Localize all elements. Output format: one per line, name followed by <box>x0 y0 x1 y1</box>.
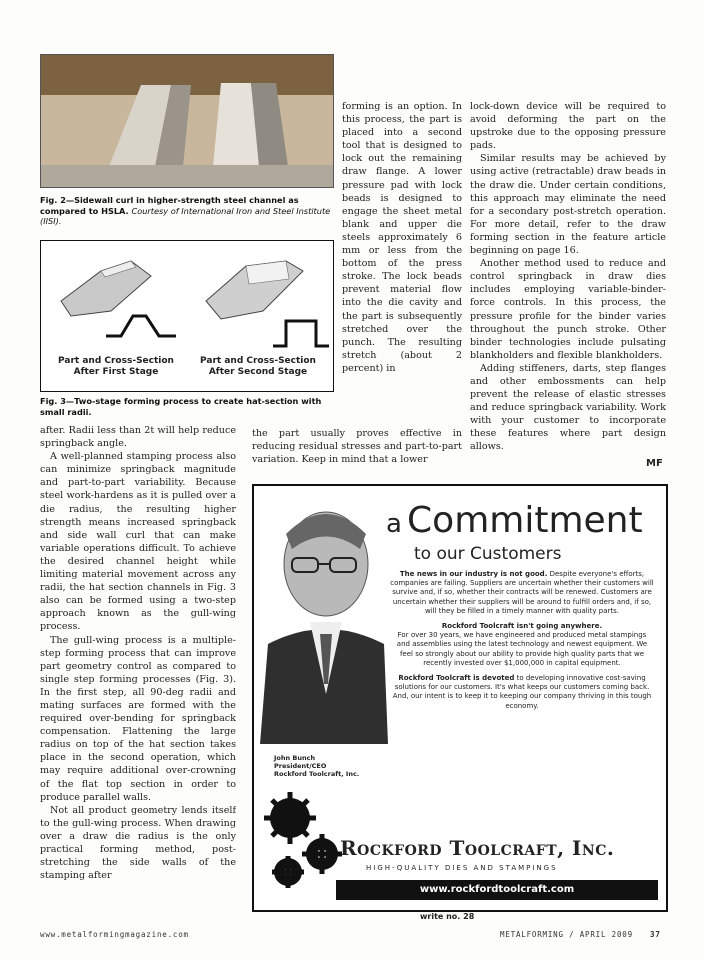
ad-title-big: Commitment <box>407 500 643 541</box>
company-name: Rockford Toolcraft, Inc. <box>340 836 615 860</box>
website-link[interactable]: www.rockfordtoolcraft.com <box>419 884 575 895</box>
signature-company: Rockford Toolcraft, Inc. <box>274 770 360 778</box>
ad-paragraph-2 <box>390 622 654 668</box>
article-paragraph: after. Radii less than 2t will help reduce springback angle. <box>40 425 236 450</box>
article-right-column <box>470 100 666 475</box>
article-paragraph: lock-down device will be required to avoid deforming the part on the upstroke due to the opposing pressure pads. <box>470 101 666 152</box>
article-paragraph: Adding stiffeners, darts, step flanges and other embossments can help prevent the release of elastic stresses and reduce springback variability. Work with your customer to incorporate these features where part design allows. <box>470 362 666 453</box>
signature-block <box>274 754 359 778</box>
fig2-photo <box>40 54 334 188</box>
fig3-illustration <box>41 241 333 351</box>
rockford-ad <box>252 484 668 912</box>
website-bar[interactable] <box>336 880 658 900</box>
footer-page-number: 37 <box>650 930 661 939</box>
article-mid-bottom <box>252 427 462 469</box>
ad-para2-lead: Rockford Toolcraft isn't going anywhere. <box>441 622 603 631</box>
article-mid-column <box>342 100 462 420</box>
ceo-portrait <box>260 494 388 744</box>
signature-name: John Bunch <box>274 754 316 762</box>
fig3-label-left: Part and Cross-Section After First Stage <box>58 356 174 377</box>
signature-title: President/CEO <box>274 762 327 770</box>
ad-title-small: a <box>386 509 402 539</box>
company-tagline: HIGH-QUALITY DIES AND STAMPINGS <box>366 864 558 872</box>
ad-para3-text: to developing innovative cost-saving solutions for our customers. It's what keeps our customers coming back. And, our intent is to keep it to keeping our company thriving in this tough economy. <box>392 674 652 710</box>
ad-para1-lead: The news in our industry is not good. <box>399 570 548 578</box>
ad-para1-text: Despite everyone's efforts, companies are failing. Suppliers are uncertain whether their customers will survive and, if so, whether their contracts will be renewed. Customers are uncertain whether their suppliers will be around to fulfill orders and, if so, will they be filled in a timely manner with quality parts. <box>390 570 654 615</box>
article-paragraph: The gull-wing process is a multiple-step forming process that can improve part geometry control as compared to single step forming processes (Fig. 3). In the first step, all 90-deg radii and mating surfaces are formed with the required over-bending for springback compensation. Flattening the large radius on top of the hat section takes place in the second operation, which may require additional over-crowning of the flat top section in order to produce parallel walls. <box>40 634 236 803</box>
article-paragraph: A well-planned stamping process also can minimize springback magnitude and part-to-part variability. Because steel work-hardens as it is pulled over a die radius, the resulting higher strength means increased springback and side wall curl that can make variable operations difficult. To achieve the desired channel height while limiting material movement across any radii, the hat section channels in Fig. 3 also can be formed using a two-step approach known as the gull-wing process. <box>40 451 236 633</box>
ad-para3-lead: Rockford Toolcraft is devoted <box>398 674 515 683</box>
ad-headline <box>386 500 656 541</box>
footer-issue: METALFORMING / APRIL 2009 <box>500 930 633 939</box>
fig2-caption-credit: Courtesy of International Iron and Steel Institute (IISI). <box>40 205 331 226</box>
fig3-caption: Fig. 3—Two-stage forming process to create hat-section with small radii. <box>40 396 322 417</box>
footer-url: www.metalformingmagazine.com <box>40 930 189 939</box>
end-mark: MF <box>646 458 663 469</box>
fig2-caption-bold: Fig. 2—Sidewall curl in higher-strength steel channel as compared to HSLA. <box>40 195 299 216</box>
article-paragraph: forming is an option. In this process, the part is placed into a second tool that is designed to lock out the remaining draw flange. A lower pressure pad with lock beads is designed to engage the sheet metal blank and upper die steels approximately 6 mm or less from the bottom of the press stroke. The lock beads prevent material flow into the die cavity and the part is subsequently stretched over the punch. The resulting stretch (about 2 percent) in <box>342 101 462 374</box>
write-in-number: write no. 28 <box>420 912 475 921</box>
fig2-caption <box>40 195 332 227</box>
fig3-label-right: Part and Cross-Section After Second Stage <box>200 356 316 377</box>
article-paragraph: Similar results may be achieved by using active (retractable) draw beads in the draw die. Under certain conditions, this approach may eliminate the need for a secondary post-stretch operation. For more detail, refer to the draw forming section in the feature article beginning on page 16. <box>470 153 666 257</box>
ad-paragraph-1 <box>390 570 654 616</box>
article-paragraph: the part usually proves effective in reducing residual stresses and part-to-part variation. Keep in mind that a lower <box>252 428 462 466</box>
article-left-column <box>40 424 236 902</box>
fig3-box <box>40 240 334 392</box>
channel-photo-illustration <box>41 55 333 187</box>
ad-subtitle: to our Customers <box>414 544 562 564</box>
ad-para2-text: For over 30 years, we have engineered and produced metal stampings and assemblies using the latest technology and newest equipment. We feel so strongly about our ability to provide high quality parts that we recently invested over $1,000,000 in capital equipment. <box>396 631 648 667</box>
ad-paragraph-3 <box>390 674 654 711</box>
article-paragraph: Another method used to reduce and control springback in draw dies includes employing variable-binder-force controls. In this process, the pressure profile for the binder varies throughout the punch stroke. Other binder technologies include pulsating blankholders and flexible blankholders. <box>470 258 666 361</box>
ad-copy <box>390 570 654 711</box>
article-paragraph: Not all product geometry lends itself to the gull-wing process. When drawing over a draw die radius is the only practical forming method, post-stretching the side walls of the stamping after <box>40 804 236 882</box>
